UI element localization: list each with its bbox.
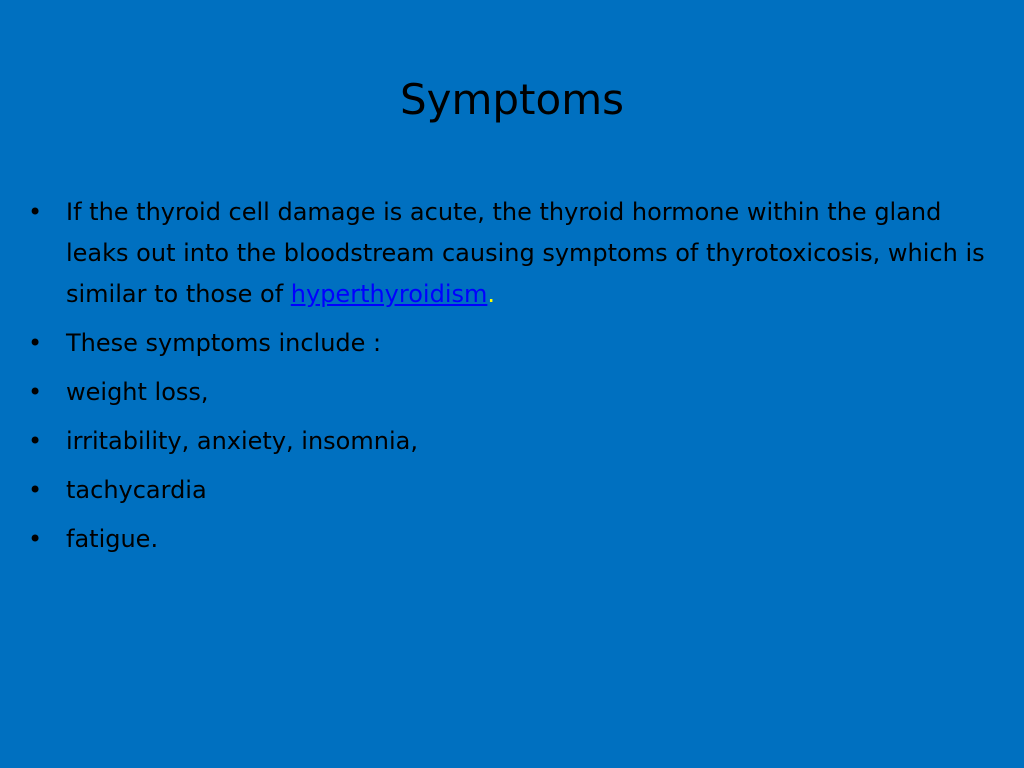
bullet-icon: •: [28, 476, 43, 504]
bullet-text: fatigue.: [66, 525, 159, 553]
bullet-text: tachycardia: [66, 476, 207, 504]
bullet-text: These symptoms include :: [66, 329, 382, 357]
bullet-item-tachycardia: [28, 470, 1003, 511]
bullet-item-symptoms-include: [28, 323, 1003, 364]
bullet-icon: •: [28, 427, 43, 455]
bullet-item-thyroid-damage: [28, 192, 1003, 315]
bullet-text: If the thyroid cell damage is acute, the thyroid hormone within the gland leaks out into the bloodstream causing symptoms of thyrotoxicosis, which is similar to those of: [66, 198, 985, 308]
bullet-item-irritability: [28, 421, 1003, 462]
bullet-icon: •: [28, 525, 43, 553]
bullet-item-weight-loss: [28, 372, 1003, 413]
bullet-text: irritability, anxiety, insomnia,: [66, 427, 418, 455]
bullet-item-fatigue: [28, 519, 1003, 560]
bullet-icon: •: [28, 329, 43, 357]
bullet-icon: •: [28, 198, 43, 226]
bullet-text: weight loss,: [66, 378, 209, 406]
bullet-icon: •: [28, 378, 43, 406]
bullet-list: [28, 192, 1003, 568]
slide-title: Symptoms: [399, 75, 625, 124]
bullet-suffix: .: [487, 280, 496, 308]
hyperthyroidism-link[interactable]: hyperthyroidism: [290, 280, 488, 308]
